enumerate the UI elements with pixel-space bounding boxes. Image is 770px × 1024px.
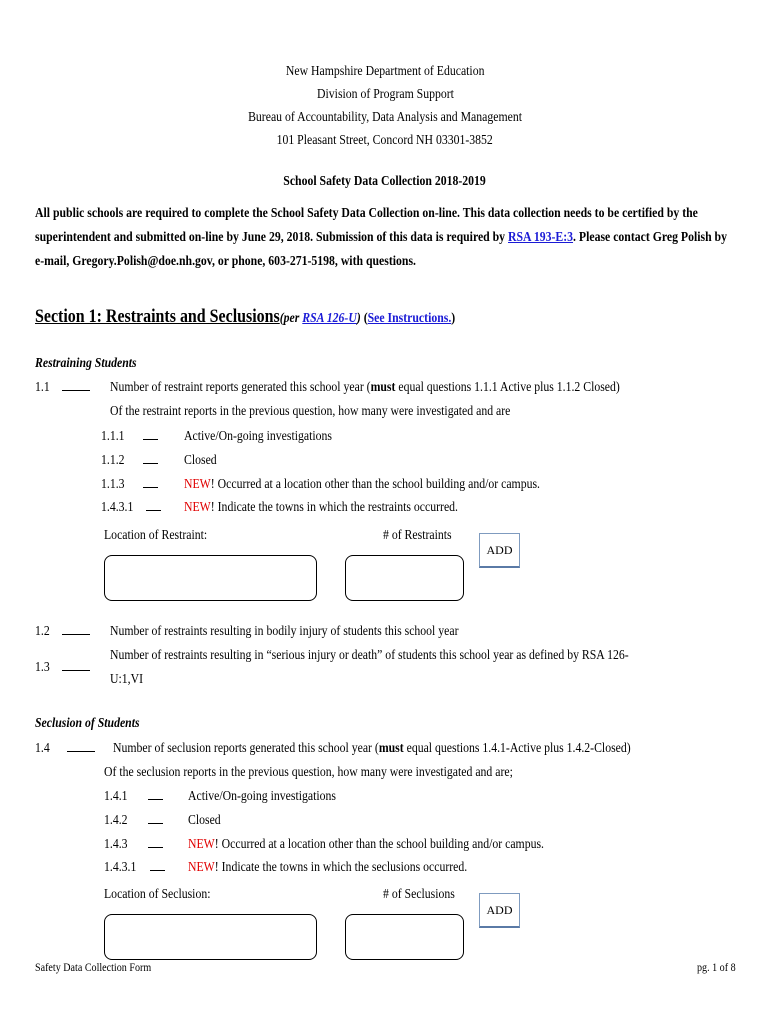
restraint-count-label: # of Restraints — [383, 528, 452, 543]
q1-1-3-number: 1.1.3 — [101, 477, 125, 492]
intro-line-3: e-mail, Gregory.Polish@doe.nh.gov, or phone, 603-271-5198, with questions. — [35, 254, 416, 269]
q1-1-2-number: 1.1.2 — [101, 453, 125, 468]
intro-line-1: All public schools are required to complete the School Safety Data Collection on-line. This data collection needs to be certified by the — [35, 206, 698, 221]
section-1-heading: Section 1: Restraints and Seclusions(per RSA 126-U) (See Instructions.) — [35, 306, 456, 327]
q1-4-3-1-restraint-text: NEW! Indicate the towns in which the restraints occurred. — [184, 500, 458, 515]
q1-3-text-line-2: U:1,VI — [110, 672, 143, 687]
new-badge: NEW — [188, 860, 215, 875]
q1-2-number: 1.2 — [35, 624, 50, 639]
q1-4-1-blank[interactable] — [148, 789, 163, 805]
q1-1-1-text: Active/On-going investigations — [184, 429, 332, 444]
seclusion-sub-intro: Of the seclusion reports in the previous question, how many were investigated and are; — [104, 765, 513, 780]
agency-name: New Hampshire Department of Education — [285, 64, 485, 79]
q1-1-2-blank[interactable] — [143, 453, 158, 469]
q1-4-1-number: 1.4.1 — [104, 789, 128, 804]
seclusion-location-label: Location of Seclusion: — [104, 887, 211, 902]
seclusion-location-input[interactable] — [104, 914, 317, 960]
rsa-193-link[interactable]: RSA 193-E:3 — [508, 230, 574, 245]
q1-4-3-blank[interactable] — [148, 837, 163, 853]
rsa-126u-link[interactable]: RSA 126-U — [302, 311, 357, 326]
seclusion-count-label: # of Seclusions — [383, 887, 455, 902]
q1-4-3-1-seclusion-text: NEW! Indicate the towns in which the seclusions occurred. — [188, 860, 468, 875]
section-1-title: Section 1: Restraints and Seclusions — [35, 306, 280, 327]
new-badge: NEW — [184, 477, 211, 492]
q1-4-2-blank[interactable] — [148, 813, 163, 829]
restraint-sub-intro: Of the restraint reports in the previous question, how many were investigated and are — [110, 404, 511, 419]
q1-1-2-text: Closed — [184, 453, 217, 468]
q1-4-2-text: Closed — [188, 813, 221, 828]
q1-3-number: 1.3 — [35, 660, 50, 675]
restraint-location-label: Location of Restraint: — [104, 528, 208, 543]
q1-4-blank[interactable] — [67, 741, 95, 757]
q1-2-text: Number of restraints resulting in bodily injury of students this school year — [110, 624, 459, 639]
division-name: Division of Program Support — [316, 87, 454, 102]
document-title: School Safety Data Collection 2018-2019 — [283, 174, 487, 189]
restraint-count-input[interactable] — [345, 555, 464, 601]
q1-4-3-number: 1.4.3 — [104, 837, 128, 852]
footer-page-number: pg. 1 of 8 — [697, 960, 736, 974]
see-instructions-link[interactable]: See Instructions. — [367, 311, 452, 326]
add-seclusion-button[interactable]: ADD — [479, 893, 520, 928]
q1-4-3-1-restraint-number: 1.4.3.1 — [101, 500, 134, 515]
q1-1-number: 1.1 — [35, 380, 50, 395]
agency-address: 101 Pleasant Street, Concord NH 03301-3852 — [276, 133, 494, 148]
q1-1-1-blank[interactable] — [143, 429, 158, 445]
q1-1-3-blank[interactable] — [143, 477, 158, 493]
q1-1-1-number: 1.1.1 — [101, 429, 125, 444]
q1-4-text: Number of seclusion reports generated this school year (must equal questions 1.4.1-Active plus 1.4.2-Closed) — [113, 741, 631, 756]
q1-4-2-number: 1.4.2 — [104, 813, 128, 828]
q1-3-blank[interactable] — [62, 660, 90, 676]
q1-1-blank[interactable] — [62, 380, 90, 396]
new-badge: NEW — [188, 837, 215, 852]
q1-4-3-text: NEW! Occurred at a location other than the school building and/or campus. — [188, 837, 544, 852]
add-restraint-button[interactable]: ADD — [479, 533, 520, 568]
intro-line-2: superintendent and submitted on-line by June 29, 2018. Submission of this data is required by RSA 193-E:3. Please contact Greg Polish by — [35, 230, 727, 245]
new-badge: NEW — [184, 500, 211, 515]
q1-4-number: 1.4 — [35, 741, 50, 756]
seclusion-count-input[interactable] — [345, 914, 464, 960]
q1-1-3-text: NEW! Occurred at a location other than the school building and/or campus. — [184, 477, 540, 492]
footer-form-name: Safety Data Collection Form — [35, 960, 177, 975]
bureau-name: Bureau of Accountability, Data Analysis and Management — [248, 110, 522, 125]
q1-1-text: Number of restraint reports generated this school year (must equal questions 1.1.1 Active plus 1.1.2 Closed) — [110, 380, 620, 395]
seclusion-heading: Seclusion of Students — [35, 716, 140, 731]
restraint-location-input[interactable] — [104, 555, 317, 601]
q1-4-3-1-restraint-blank — [146, 500, 161, 516]
restraining-heading: Restraining Students — [35, 356, 137, 371]
q1-4-3-1-seclusion-blank — [150, 860, 165, 876]
q1-4-3-1-seclusion-number: 1.4.3.1 — [104, 860, 137, 875]
q1-4-1-text: Active/On-going investigations — [188, 789, 336, 804]
q1-2-blank[interactable] — [62, 624, 90, 640]
q1-3-text-line-1: Number of restraints resulting in “serious injury or death” of students this school year as defined by RSA 126- — [110, 648, 629, 663]
